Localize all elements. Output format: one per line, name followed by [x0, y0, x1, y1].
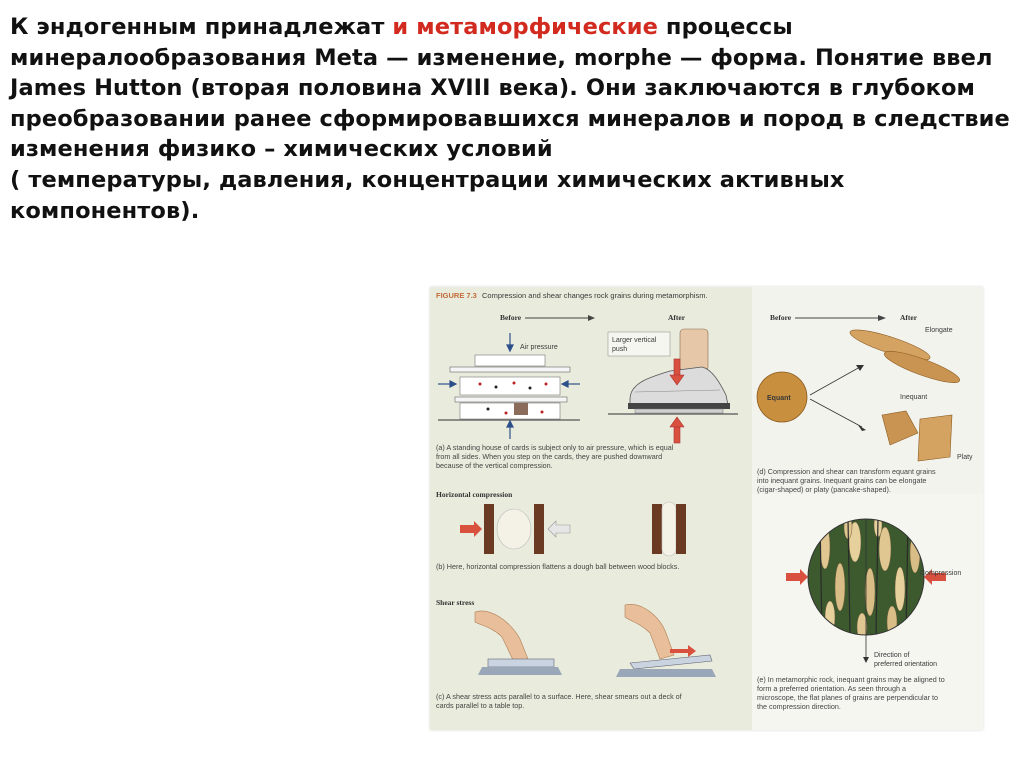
caption-d-3: (cigar-shaped) or platy (pancake-shaped).: [757, 485, 891, 494]
caption-c-2: cards parallel to a table top.: [436, 701, 525, 710]
caption-e-3: microscope, the flat planes of grains are perpendicular to: [757, 693, 938, 702]
text-body: процессы минералообразования Meta — изменение, morphe — форма. Понятие ввел James Hutton (вторая половина XVIII века). Они заключаются в глубоком преобразовании ранее сформировавшихся минералов и пород в следствие изменения физико – химических условий ( температуры, давления, концентрации химических активных компонентов).: [10, 14, 1010, 224]
label-elongate: Elongate: [925, 327, 953, 334]
label-direction-1: Direction of: [874, 652, 910, 659]
metamorphism-figure: [430, 287, 983, 730]
slide-text: [10, 12, 1010, 226]
label-platy: Platy: [957, 454, 973, 461]
label-direction-2: preferred orientation: [874, 661, 938, 668]
label-inequant: Inequant: [900, 394, 928, 401]
text-intro: К эндогенным принадлежат: [10, 14, 393, 40]
caption-e-4: the compression direction.: [757, 702, 841, 711]
caption-e-1: (e) In metamorphic rock, inequant grains may be aligned to: [757, 675, 945, 684]
caption-d-2: into inequant grains. Inequant grains can be elongate: [757, 476, 927, 485]
caption-a-1: (a) A standing house of cards is subject only to air pressure, which is equal: [436, 443, 674, 452]
label-before-a: Before: [500, 313, 522, 322]
label-horizontal-compression: Horizontal compression: [436, 490, 513, 499]
caption-b: (b) Here, horizontal compression flattens a dough ball between wood blocks.: [436, 562, 680, 571]
caption-a-3: because of the vertical compression.: [436, 461, 553, 470]
figure-number: FIGURE 7.3: [436, 291, 477, 300]
text-highlight: и метаморфические: [392, 14, 658, 40]
label-after-d: After: [900, 313, 918, 322]
caption-e-2: form a preferred orientation. As seen through a: [757, 684, 907, 693]
label-before-d: Before: [770, 313, 792, 322]
label-compression: Compression: [920, 570, 962, 577]
caption-a-2: from all sides. When you step on the cards, they are pushed downward: [436, 452, 663, 461]
label-equant: Equant: [767, 395, 791, 402]
label-larger-push-2: push: [612, 346, 628, 353]
label-larger-push-1: Larger vertical: [612, 337, 657, 344]
label-shear-stress: Shear stress: [436, 598, 475, 607]
label-air-pressure: Air pressure: [520, 344, 558, 351]
label-after-a: After: [668, 313, 686, 322]
figure-drawing: [430, 287, 983, 730]
figure-title: Compression and shear changes rock grains during metamorphism.: [482, 291, 708, 300]
caption-c-1: (c) A shear stress acts parallel to a surface. Here, shear smears out a deck of: [436, 692, 682, 701]
caption-d-1: (d) Compression and shear can transform equant grains: [757, 467, 936, 476]
